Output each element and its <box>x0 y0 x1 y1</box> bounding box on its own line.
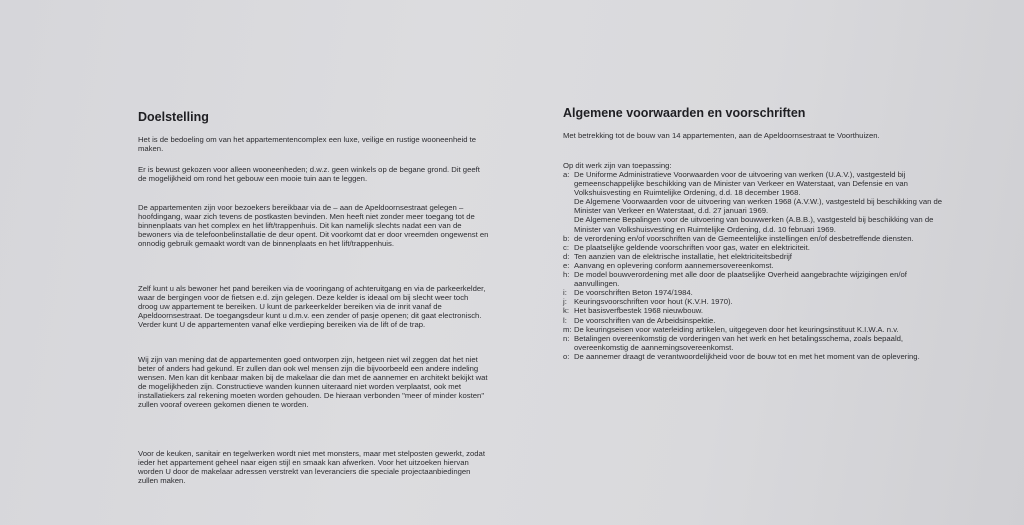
list-item <box>563 297 953 306</box>
list-item <box>563 234 953 243</box>
list-item <box>563 325 953 334</box>
list-marker: o: <box>563 351 570 361</box>
list-marker: a: <box>563 170 570 179</box>
paragraph-3: De appartementen zijn voor bezoekers bereikbaar via de – aan de Apeldoornsestraat gelegen – hoofdingang, waar zich tevens de postkasten bevinden. Men heeft niet zonder meer toegang tot de binnenplaats van het complex en het lift/trappenhuis. Dit kan namelijk slechts nadat een van de bewoners via de telefoonbelinstallatie de deur opent. Dit voorkomt dat er door vreemden ongewenst en onnodig gebruik gemaakt wordt van de binnenplaats en het lift/trappenhuis. <box>138 203 489 249</box>
list-item <box>563 252 953 261</box>
list-marker: l: <box>563 315 567 325</box>
list-text: de verordening en/of voorschriften van de Gemeentelijke instellingen en/of desbetreffende diensten. <box>574 233 914 243</box>
list-text: Ten aanzien van de elektrische installatie, het elektriciteitsbedrijf <box>574 251 792 261</box>
list-marker: k: <box>563 306 569 316</box>
paragraph-6: Voor de keuken, sanitair en tegelwerken wordt niet met monsters, maar met stelposten gewerkt, zodat ieder het appartement geheel naar eigen stijl en smaak kan afwerken. Voor het uitzoeken hiervan worden U door de makelaar adressen verstrekt van leveranciers die speciale projectaanbiedingen zullen maken. <box>138 449 485 486</box>
list-marker: i: <box>563 288 567 298</box>
list-text: De Algemene Voorwaarden voor de uitvoering van werken 1968 (A.V.W.), vastgesteld bij beschikking van de Minister van Verkeer en Waterstaat, d.d. 27 januari 1969. <box>574 197 943 216</box>
list-item <box>563 334 953 352</box>
list-text: Aanvang en oplevering conform aannemersovereenkomst. <box>574 260 774 270</box>
doelstelling-heading: Doelstelling <box>138 110 209 124</box>
list-item <box>563 288 953 297</box>
list-text: Betalingen overeenkomstig de vorderingen van het werk en het betalingsschema, zoals bepaald, overeenkomstig de aannemingsovereenkomst. <box>574 333 904 352</box>
list-item <box>563 261 953 270</box>
list-item <box>563 197 953 215</box>
list-item <box>563 270 953 288</box>
list-item <box>563 170 953 197</box>
list-text: De plaatselijke geldende voorschriften voor gas, water en elektriciteit. <box>574 242 810 252</box>
conditions-list <box>563 170 953 361</box>
list-marker <box>563 197 574 215</box>
paragraph-5: Wij zijn van mening dat de appartementen goed ontworpen zijn, hetgeen niet wil zeggen dat het niet beter of anders had gekund. Er zullen dan ook wel mensen zijn die bijvoorbeeld een andere indeling wensen. Men kan dit kenbaar maken bij de makelaar die dan met de aannemer en architekt bekijkt wat de mogelijkheden zijn. Constructieve wanden kunnen uiteraard niet worden verplaatst, ook met installatiekers zal rekening moeten worden gehouden. De hieraan verbonden "meer of minder kosten" zullen vooraf overeen gekomen dienen te worden. <box>138 355 488 410</box>
list-marker: b: <box>563 233 570 243</box>
list-text: Het basisverfbestek 1968 nieuwbouw. <box>574 306 704 316</box>
list-marker: h: <box>563 270 570 280</box>
voorwaarden-heading: Algemene voorwaarden en voorschriften <box>563 106 806 120</box>
list-text: De Uniforme Administratieve Voorwaarden voor de uitvoering van werken (U.A.V.), vastgesteld bij gemeenschappelijke beschikking van de Minister van Verkeer en Waterstaat, van Defensie en van Volkshuisvesting en Ruimtelijke Ordening, d.d. 18 december 1968. <box>574 170 908 198</box>
list-marker: e: <box>563 260 570 270</box>
list-marker: j: <box>563 297 567 307</box>
intro-paragraph: Met betrekking tot de bouw van 14 appartementen, aan de Apeldoornsestraat te Voorthuizen. <box>563 131 880 140</box>
list-marker: n: <box>563 333 570 343</box>
list-item <box>563 306 953 315</box>
list-text: De keuringseisen voor waterleiding artikelen, uitgegeven door het keuringsinstituut K.I.W.A. n.v. <box>574 324 899 334</box>
list-text: De voorschriften van de Arbeidsinspektie. <box>574 315 716 325</box>
list-item <box>563 352 953 361</box>
list-item <box>563 316 953 325</box>
list-marker <box>563 215 574 233</box>
list-text: De voorschriften Beton 1974/1984. <box>574 288 693 298</box>
list-marker: c: <box>563 242 569 252</box>
paragraph-1: Het is de bedoeling om van het appartementencomplex een luxe, veilige en rustige wooneenheid te maken. <box>138 135 477 154</box>
list-text: De aannemer draagt de verantwoordelijkheid voor de bouw tot en met het moment van de oplevering. <box>574 351 920 361</box>
lead-line: Op dit werk zijn van toepassing: <box>563 161 672 170</box>
paragraph-4: Zelf kunt u als bewoner het pand bereiken via de vooringang of achteruitgang en via de parkeerkelder, waar de bergingen voor de fietsen e.d. zijn gelegen. Deze kelder is ideaal om bij slecht weer toch droog uw appartement te bereiken. U kunt de parkeerkelder bereiken via de inrit vanaf de Apeldoornsestraat. De toegangsdeur kunt u d.m.v. een zender of pasje openen; dit gaat electronisch. Verder kunt U de appartementen vanaf elke verdieping bereiken via de lift of de trap. <box>138 284 486 330</box>
list-text: De model bouwverordening met alle door de plaatselijke Overheid aangebrachte wijzigingen en/of aanvullingen. <box>574 270 907 289</box>
list-item <box>563 243 953 252</box>
list-item <box>563 215 953 233</box>
list-text: Keuringsvoorschriften voor hout (K.V.H. 1970). <box>574 297 733 307</box>
list-marker: d: <box>563 251 570 261</box>
list-marker: m: <box>563 324 572 334</box>
paragraph-2: Er is bewust gekozen voor alleen wooneenheden; d.w.z. geen winkels op de begane grond. Dit geeft de mogelijkheid om rond het gebouw een mooie tuin aan te leggen. <box>138 165 480 184</box>
list-text: De Algemene Bepalingen voor de uitvoering van bouwwerken (A.B.B.), vastgesteld bij beschikking van de Minister van Volkshuisvesting en Ruimtelijke Ordening, d.d. 10 februari 1969. <box>574 215 934 234</box>
